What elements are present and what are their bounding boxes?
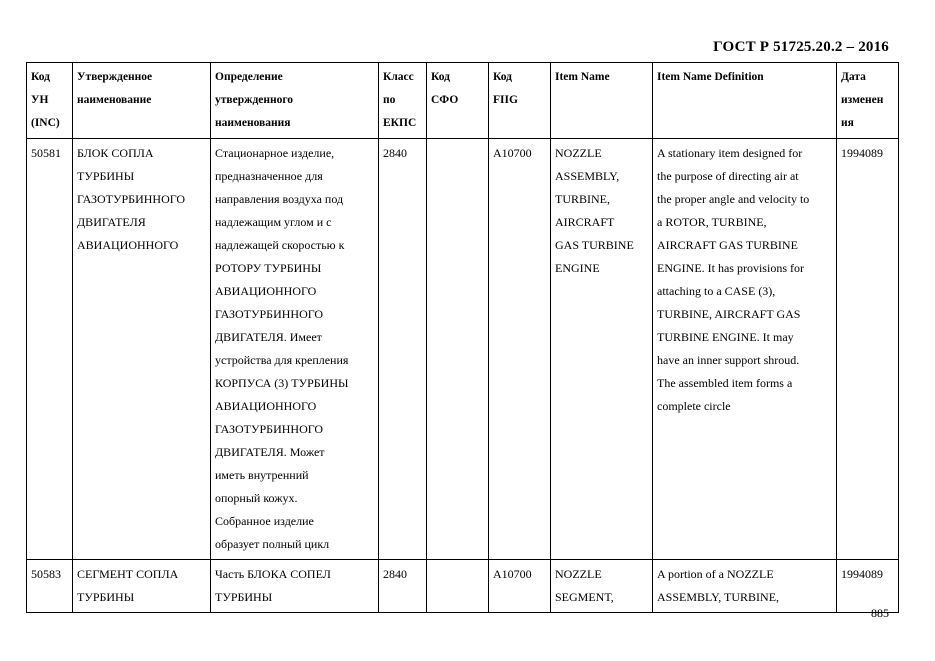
column-header-inc: Код УН (INC) <box>27 63 73 139</box>
cell-date: 1994089 <box>837 139 899 560</box>
cell-item-name: NOZZLE ASSEMBLY, TURBINE, AIRCRAFT GAS TURBINE ENGINE <box>551 139 653 560</box>
column-header-date: Дата изменен ия <box>837 63 899 139</box>
column-header-approved-name: Утвержденное наименование <box>73 63 211 139</box>
column-header-item-name-definition: Item Name Definition <box>653 63 837 139</box>
cell-inc: 50581 <box>27 139 73 560</box>
cell-sfo <box>427 139 489 560</box>
cell-fiig: A10700 <box>489 139 551 560</box>
cell-inc: 50583 <box>27 560 73 613</box>
item-names-table <box>26 62 899 613</box>
cell-sfo <box>427 560 489 613</box>
page-number: 885 <box>871 606 889 620</box>
column-header-definition: Определение утвержденного наименования <box>211 63 379 139</box>
cell-date: 1994089 <box>837 560 899 613</box>
document-standard-header: ГОСТ Р 51725.20.2 – 2016 <box>713 39 889 55</box>
column-header-class: Класс по ЕКПС <box>379 63 427 139</box>
table-header-row <box>27 63 899 139</box>
cell-approved-name: СЕГМЕНТ СОПЛА ТУРБИНЫ <box>73 560 211 613</box>
cell-class: 2840 <box>379 139 427 560</box>
cell-class: 2840 <box>379 560 427 613</box>
cell-item-name-definition: A stationary item designed for the purpose of directing air at the proper angle and velocity to a ROTOR, TURBINE, AIRCRAFT GAS TURBINE ENGINE. It has provisions for attaching to a CASE (3), TURBINE, AIRCRAFT GAS TURBINE ENGINE. It may have an inner support shroud. The assembled item forms a complete circle <box>653 139 837 560</box>
column-header-sfo: Код СФО <box>427 63 489 139</box>
cell-item-name: NOZZLE SEGMENT, <box>551 560 653 613</box>
cell-definition: Стационарное изделие, предназначенное для направления воздуха под надлежащим углом и с надлежащей скоростью к РОТОРУ ТУРБИНЫ АВИАЦИОННОГО ГАЗОТУРБИННОГО ДВИГАТЕЛЯ. Имеет устройства для крепления КОРПУСА (3) ТУРБИНЫ АВИАЦИОННОГО ГАЗОТУРБИННОГО ДВИГАТЕЛЯ. Может иметь внутренний опорный кожух. Собранное изделие образует полный цикл <box>211 139 379 560</box>
cell-approved-name: БЛОК СОПЛА ТУРБИНЫ ГАЗОТУРБИННОГО ДВИГАТЕЛЯ АВИАЦИОННОГО <box>73 139 211 560</box>
table-row <box>27 560 899 613</box>
cell-item-name-definition: A portion of a NOZZLE ASSEMBLY, TURBINE, <box>653 560 837 613</box>
column-header-fiig: Код FIIG <box>489 63 551 139</box>
cell-definition: Часть БЛОКА СОПЕЛ ТУРБИНЫ <box>211 560 379 613</box>
cell-fiig: A10700 <box>489 560 551 613</box>
table-row <box>27 139 899 560</box>
column-header-item-name: Item Name <box>551 63 653 139</box>
